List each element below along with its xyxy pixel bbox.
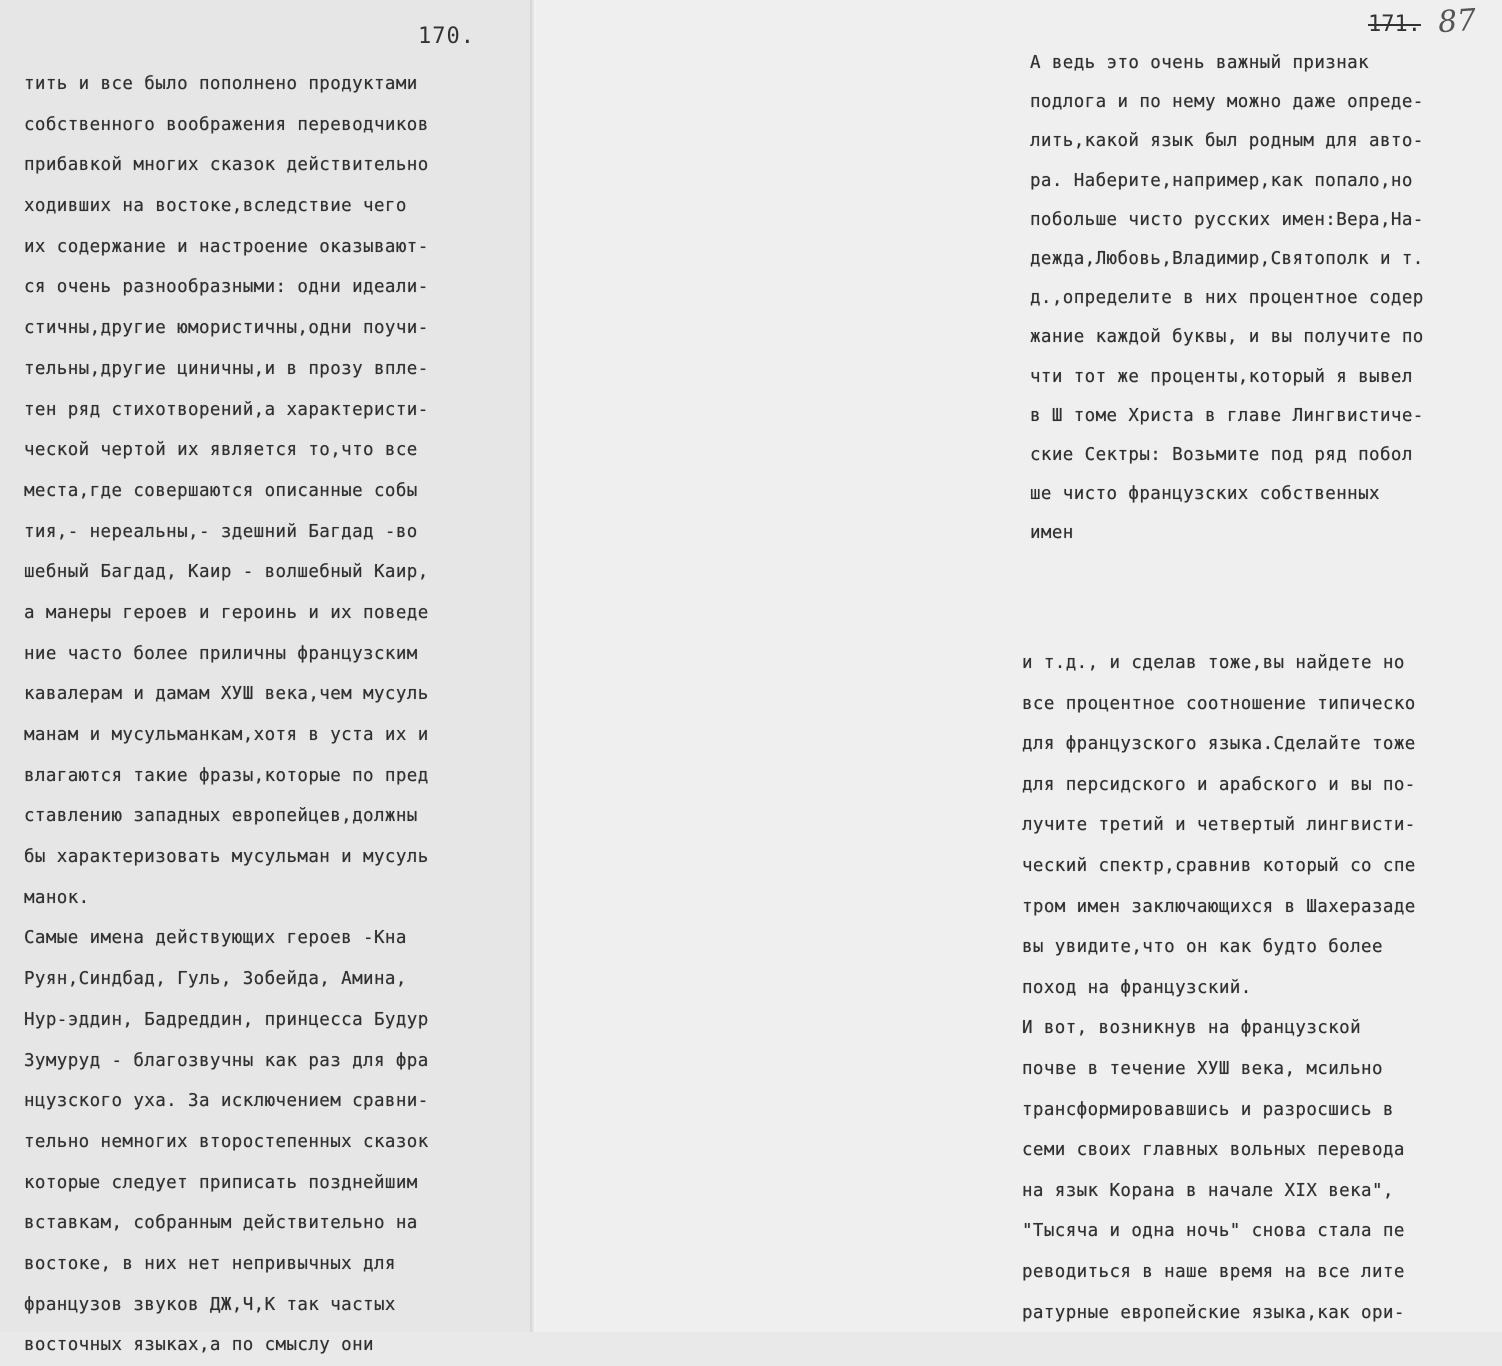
left-page-number: 170. [418,24,475,49]
text-line: в Ш томе Христа в главе Лингвистиче- [1030,405,1424,426]
text-line: ше чисто французских собственных [1030,484,1380,505]
text-line: тен ряд стихотворений,а характеристи- [24,399,429,420]
text-line: для персидского и арабского и вы по- [1022,774,1416,795]
text-line: места,где совершаются описанные собы [24,480,418,501]
text-line: поход на французский. [1022,977,1252,998]
text-line: Самые имена действующих героев -Кна [24,928,407,949]
text-line: ставлению западных европейцев,должны [24,806,418,827]
text-line: почве в течение ХУШ века, мсильно [1022,1058,1383,1079]
right-page-text-top [1030,44,1424,553]
right-page-text-bottom [1022,643,1416,1333]
text-line: реводиться в наше время на все лите [1022,1261,1405,1282]
text-line: ческий спектр,сравнив который со спе [1022,855,1416,876]
text-line: бы характеризовать мусульман и мусуль [24,847,429,868]
text-line: прибавкой многих сказок действительно [24,155,429,176]
text-line: все процентное соотношение типическо [1022,693,1416,714]
text-line: манок. [24,887,90,908]
text-line: вставкам, собранным действительно на [24,1213,418,1234]
text-line: подлога и по нему можно даже опреде- [1030,92,1424,113]
text-line: трансформировавшись и разросшись в [1022,1099,1394,1120]
text-line: имен [1030,523,1074,544]
text-line: тром имен заключающихся в Шахеразаде [1022,896,1416,917]
text-line: побольше чисто русских имен:Вера,На- [1030,209,1424,230]
typed-page-number: 171. [1368,12,1421,37]
text-line: кавалерам и дамам ХУШ века,чем мусуль [24,684,429,705]
text-line: а манеры героев и героинь и их поведе [24,602,429,623]
text-line: стичны,другие юмористичны,одни поучи- [24,318,429,339]
text-line: ра. Наберите,например,как попало,но [1030,170,1413,191]
text-line: вы увидите,что он как будто более [1022,937,1383,958]
left-page-text [24,64,429,1366]
text-line: и т.д., и сделав тоже,вы найдете но [1022,653,1405,673]
text-line: для французского языка.Сделайте тоже [1022,734,1416,755]
text-line: ские Сектры: Возьмите под ряд побол [1030,444,1413,465]
text-line: лить,какой язык был родным для авто- [1030,131,1424,152]
text-line: восточных языках,а по смыслу они [24,1335,374,1356]
text-line: востоке, в них нет непривычных для [24,1253,396,1274]
text-line: манам и мусульманкам,хотя в уста их и [24,725,429,745]
text-line: нцузского уха. За исключением сравни- [24,1091,429,1112]
handwritten-page-number: 87 [1437,2,1478,41]
text-line: собственного воображения переводчиков [24,114,429,135]
text-line: тельны,другие циничны,и в прозу впле- [24,358,429,379]
text-line: лучите третий и четвертый лингвисти- [1022,815,1416,836]
text-line: Руян,Синдбад, Гуль, Зобейда, Амина, [24,969,407,990]
text-line: тия,- нереальны,- здешний Багдад -во [24,521,418,542]
text-line: ся очень разнообразными: одни идеали- [24,277,429,298]
left-page [0,0,536,1356]
text-line: тельно немногих второстепенных сказок [24,1131,429,1152]
right-page [536,0,1502,1332]
text-line: семи своих главных вольных перевода [1022,1140,1405,1161]
text-line: Зумуруд - благозвучны как раз для фра [24,1050,429,1071]
text-line: французов звуков ДЖ,Ч,К так частых [24,1294,396,1315]
text-line: дежда,Любовь,Владимир,Святополк и т. [1030,248,1424,269]
right-page-number [1368,4,1476,39]
text-line: ческой чертой их является то,что все [24,440,418,461]
text-line: чти тот же проценты,который я вывел [1030,366,1413,387]
text-line: шебный Багдад, Каир - волшебный Каир, [24,562,429,583]
text-line: ратурные европейские языка,как ори- [1022,1302,1405,1323]
text-line: на язык Корана в начале XIX века", [1022,1180,1394,1201]
text-line: Нур-эддин, Бадреддин, принцесса Будур [24,1009,429,1030]
text-line: А ведь это очень важный признак [1030,53,1370,73]
text-line: д.,определите в них процентное содер [1030,288,1424,309]
text-line: "Тысяча и одна ночь" снова стала пе [1022,1221,1405,1242]
text-line: жание каждой буквы, и вы получите по [1030,327,1424,348]
text-line: влагаются такие фразы,которые по пред [24,765,429,786]
text-line: ходивших на востоке,вследствие чего [24,196,407,217]
text-line: И вот, возникнув на французской [1022,1018,1362,1039]
text-line: их содержание и настроение оказывают- [24,236,429,257]
text-line: которые следует приписать позднейшим [24,1172,418,1193]
text-line: тить и все было пополнено продуктами [24,74,418,94]
text-line: ние часто более приличны французским [24,643,418,664]
